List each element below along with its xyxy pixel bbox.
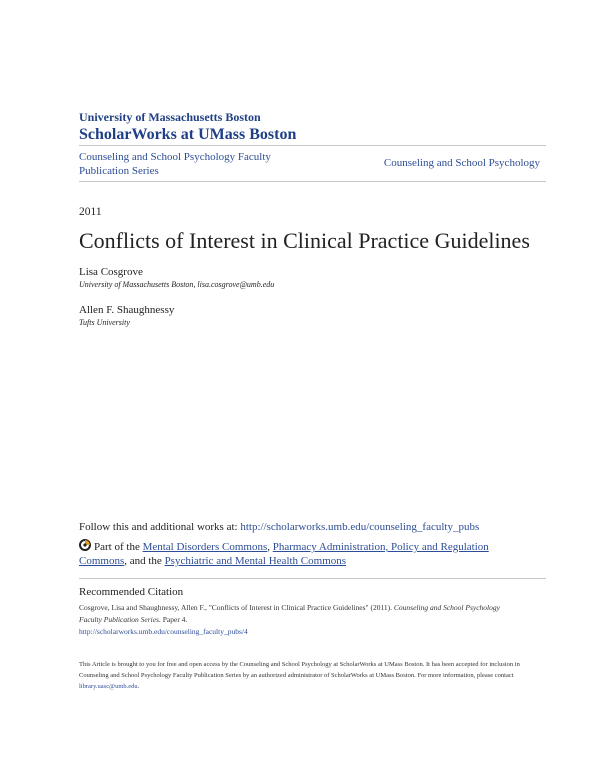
institution-name: University of Massachusetts Boston [79, 110, 261, 124]
access-notice [79, 659, 529, 692]
notice-end: . [137, 683, 140, 690]
series-link[interactable]: Counseling and School Psychology Faculty Publication Series [79, 151, 271, 177]
author-name: Allen F. Shaughnessy [79, 304, 175, 316]
follow-url-link[interactable]: http://scholarworks.umb.edu/counseling_faculty_pubs [240, 521, 480, 533]
part-of-prefix: Part of the [94, 541, 143, 553]
author-affiliation: University of Massachusetts Boston, lisa.cosgrove@umb.edu [79, 280, 275, 289]
follow-line [79, 521, 479, 533]
separator: , [267, 541, 273, 553]
department-link[interactable]: Counseling and School Psychology [383, 157, 540, 169]
repository-name: ScholarWorks at UMass Boston [79, 126, 297, 143]
psychiatric-mental-health-commons-link[interactable]: Psychiatric and Mental Health Commons [164, 555, 347, 567]
author-1 [79, 266, 274, 289]
citation-url-link[interactable]: http://scholarworks.umb.edu/counseling_faculty_pubs/4 [79, 627, 248, 636]
notice-text: This Article is brought to you for free and open access by the Counseling and School Psychology at ScholarWorks at UMass Boston. It has been accepted for inclusion in Counseling and School Psychology Faculty Publication Series by an authorized administrator of ScholarWorks at UMass Boston. For more information, please contact [79, 661, 520, 679]
mental-disorders-commons-link[interactable]: Mental Disorders Commons [142, 541, 268, 553]
citation-series: Counseling and School Psychology Faculty Publication Series. [79, 603, 500, 624]
follow-label: Follow this and additional works at: [79, 521, 241, 533]
bepress-commons-icon [79, 539, 91, 551]
author-affiliation: Tufts University [79, 318, 130, 327]
contact-email-link[interactable]: library.uasc@umb.edu [79, 683, 138, 690]
recommended-citation-heading: Recommended Citation [79, 586, 184, 598]
article-title: Conflicts of Interest in Clinical Practice Guidelines [79, 228, 530, 253]
part-of-line [79, 539, 519, 568]
publication-year: 2011 [79, 206, 102, 218]
separator: , and the [124, 555, 165, 567]
divider-citation [79, 578, 546, 579]
citation-end: Paper 4. [160, 615, 188, 624]
author-2 [79, 304, 174, 327]
header [79, 110, 296, 144]
divider-series [79, 181, 546, 182]
citation-start: Cosgrove, Lisa and Shaughnessy, Allen F., "Conflicts of Interest in Clinical Practice Guidelines" (2011). [79, 603, 394, 612]
pharmacy-administration-commons-link[interactable]: Pharmacy Administration, Policy and Regulation Commons [79, 541, 489, 567]
author-name: Lisa Cosgrove [79, 266, 143, 278]
divider-top [79, 145, 546, 146]
citation-text [79, 602, 519, 638]
